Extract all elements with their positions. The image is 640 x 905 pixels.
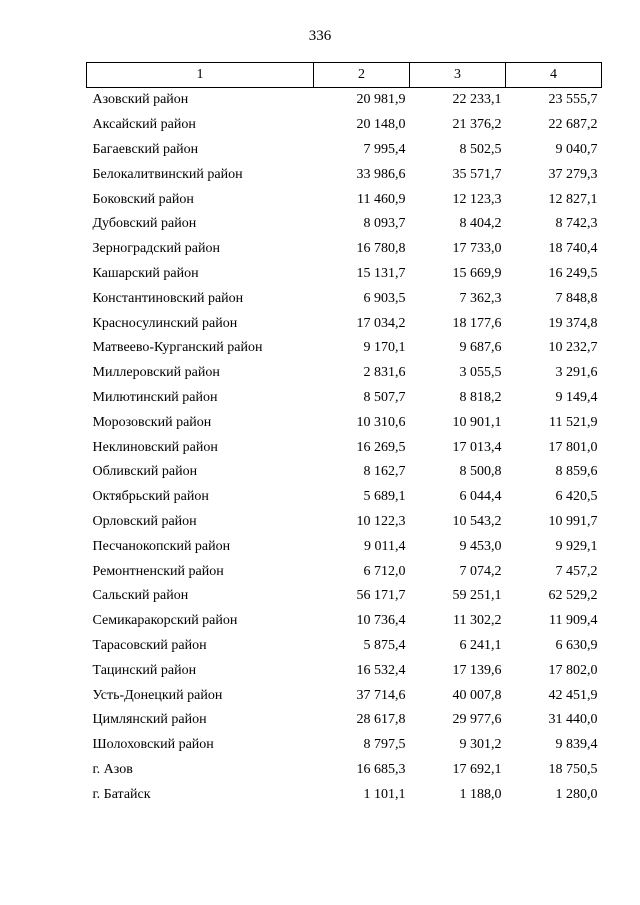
value-cell-col-3: 7 362,3: [459, 290, 502, 306]
value-cell-col-3: 8 500,8: [459, 464, 502, 480]
column-header-3: 3: [410, 63, 506, 88]
value-cell-col-3: 35 571,7: [452, 166, 502, 182]
value-cell-col-3: 10 543,2: [452, 513, 502, 529]
value-cell-col-3: 1 188,0: [459, 786, 502, 802]
value-cell-col-2: 1 101,1: [363, 786, 406, 802]
value-cell-col-2: 28 617,8: [356, 712, 406, 728]
value-cell-col-3: 9 453,0: [459, 538, 502, 554]
table-row: [87, 162, 602, 187]
value-cell-col-3: 59 251,1: [452, 588, 502, 604]
value-cell-col-4: 6 630,9: [555, 637, 598, 653]
district-name-cell: Тацинский район: [92, 662, 197, 678]
district-name-cell: Аксайский район: [92, 117, 196, 133]
value-cell-col-3: 21 376,2: [452, 117, 502, 133]
value-cell-col-2: 6 903,5: [363, 290, 406, 306]
value-cell-col-2: 9 170,1: [363, 340, 406, 356]
district-name-cell: Тарасовский район: [92, 637, 207, 653]
value-cell-col-4: 10 991,7: [548, 513, 598, 529]
value-cell-col-3: 17 139,6: [452, 662, 502, 678]
value-cell-col-3: 29 977,6: [452, 712, 502, 728]
value-cell-col-2: 16 685,3: [356, 761, 406, 777]
table-row: [87, 88, 602, 113]
table-row: [87, 683, 602, 708]
value-cell-col-4: 7 848,8: [555, 290, 598, 306]
value-cell-col-4: 18 750,5: [548, 761, 598, 777]
value-cell-col-4: 17 802,0: [548, 662, 598, 678]
value-cell-col-2: 20 981,9: [356, 92, 406, 108]
column-header-2: 2: [314, 63, 410, 88]
value-cell-col-4: 9 149,4: [555, 389, 598, 405]
district-name-cell: Белокалитвинский район: [92, 166, 243, 182]
district-name-cell: г. Батайск: [92, 786, 151, 802]
value-cell-col-4: 11 909,4: [549, 613, 598, 629]
district-name-cell: Константиновский район: [92, 290, 244, 306]
district-name-cell: Семикаракорский район: [92, 613, 238, 629]
table-row: [87, 485, 602, 510]
value-cell-col-4: 17 801,0: [548, 439, 598, 455]
table-row: [87, 534, 602, 559]
value-cell-col-4: 18 740,4: [548, 241, 598, 257]
value-cell-col-3: 8 404,2: [459, 216, 502, 232]
value-cell-col-3: 17 013,4: [452, 439, 502, 455]
value-cell-col-3: 9 687,6: [459, 340, 502, 356]
table-row: [87, 733, 602, 758]
value-cell-col-4: 31 440,0: [548, 712, 598, 728]
value-cell-col-2: 8 162,7: [363, 464, 406, 480]
table-row: [87, 262, 602, 287]
district-name-cell: Шолоховский район: [92, 737, 214, 753]
district-name-cell: г. Азов: [92, 761, 133, 777]
value-cell-col-4: 42 451,9: [548, 687, 598, 703]
value-cell-col-3: 40 007,8: [452, 687, 502, 703]
value-cell-col-3: 11 302,2: [453, 613, 502, 629]
value-cell-col-2: 16 780,8: [356, 241, 406, 257]
value-cell-col-3: 10 901,1: [452, 414, 502, 430]
value-cell-col-2: 10 310,6: [356, 414, 406, 430]
district-name-cell: Орловский район: [92, 513, 197, 529]
value-cell-col-4: 16 249,5: [548, 265, 598, 281]
value-cell-col-4: 8 859,6: [555, 464, 598, 480]
district-name-cell: Кашарский район: [92, 265, 199, 281]
table-row: [87, 311, 602, 336]
value-cell-col-4: 62 529,2: [548, 588, 598, 604]
value-cell-col-3: 22 233,1: [452, 92, 502, 108]
district-name-cell: Красносулинский район: [92, 315, 238, 331]
district-name-cell: Цимлянский район: [92, 712, 207, 728]
value-cell-col-3: 8 818,2: [459, 389, 502, 405]
table-row: [87, 410, 602, 435]
table-row: [87, 286, 602, 311]
table-row: [87, 758, 602, 783]
table-row: [87, 187, 602, 212]
table-row: [87, 386, 602, 411]
table-header: [87, 63, 602, 88]
table-row: [87, 559, 602, 584]
value-cell-col-2: 2 831,6: [363, 365, 406, 381]
district-name-cell: Усть-Донецкий район: [92, 687, 223, 703]
value-cell-col-3: 12 123,3: [452, 191, 502, 207]
value-cell-col-2: 8 093,7: [363, 216, 406, 232]
table-row: [87, 658, 602, 683]
value-cell-col-3: 17 692,1: [452, 761, 502, 777]
district-name-cell: Ремонтненский район: [92, 563, 224, 579]
district-name-cell: Миллеровский район: [92, 365, 220, 381]
value-cell-col-3: 3 055,5: [459, 365, 502, 381]
value-cell-col-2: 15 131,7: [356, 265, 406, 281]
value-cell-col-2: 8 797,5: [363, 737, 406, 753]
value-cell-col-2: 16 532,4: [356, 662, 406, 678]
table-row: [87, 584, 602, 609]
value-cell-col-4: 7 457,2: [555, 563, 598, 579]
value-cell-col-2: 37 714,6: [356, 687, 406, 703]
district-name-cell: Песчанокопский район: [92, 538, 231, 554]
value-cell-col-2: 8 507,7: [363, 389, 406, 405]
district-name-cell: Октябрьский район: [92, 489, 209, 505]
table-row: [87, 634, 602, 659]
table-row: [87, 138, 602, 163]
value-cell-col-4: 37 279,3: [548, 166, 598, 182]
value-cell-col-4: 10 232,7: [548, 340, 598, 356]
district-name-cell: Морозовский район: [92, 414, 212, 430]
value-cell-col-2: 10 122,3: [356, 513, 406, 529]
value-cell-col-2: 33 986,6: [356, 166, 406, 182]
value-cell-col-2: 20 148,0: [356, 117, 406, 133]
data-table: [86, 62, 602, 807]
value-cell-col-2: 56 171,7: [356, 588, 406, 604]
page-number: 336: [308, 28, 332, 44]
value-cell-col-4: 9 839,4: [555, 737, 598, 753]
value-cell-col-3: 8 502,5: [459, 141, 502, 157]
district-name-cell: Багаевский район: [92, 141, 199, 157]
value-cell-col-4: 23 555,7: [548, 92, 598, 108]
value-cell-col-4: 11 521,9: [549, 414, 598, 430]
district-name-cell: Сальский район: [92, 588, 189, 604]
value-cell-col-4: 3 291,6: [555, 365, 598, 381]
table-row: [87, 510, 602, 535]
value-cell-col-4: 19 374,8: [548, 315, 598, 331]
value-cell-col-4: 8 742,3: [555, 216, 598, 232]
value-cell-col-4: 1 280,0: [555, 786, 598, 802]
value-cell-col-4: 9 929,1: [555, 538, 598, 554]
value-cell-col-4: 22 687,2: [548, 117, 598, 133]
table-row: [87, 212, 602, 237]
value-cell-col-2: 5 689,1: [363, 489, 406, 505]
value-cell-col-2: 16 269,5: [356, 439, 406, 455]
table-row: [87, 237, 602, 262]
value-cell-col-4: 12 827,1: [548, 191, 598, 207]
value-cell-col-2: 17 034,2: [356, 315, 406, 331]
value-cell-col-3: 15 669,9: [452, 265, 502, 281]
value-cell-col-3: 6 044,4: [459, 489, 502, 505]
district-name-cell: Зерноградский район: [92, 241, 220, 257]
value-cell-col-2: 6 712,0: [363, 563, 406, 579]
district-name-cell: Боковский район: [92, 191, 194, 207]
header-row: [87, 63, 602, 88]
table-row: [87, 435, 602, 460]
value-cell-col-2: 5 875,4: [363, 637, 406, 653]
district-name-cell: Матвеево-Курганский район: [92, 340, 263, 356]
column-header-4: 4: [506, 63, 602, 88]
district-name-cell: Азовский район: [92, 92, 189, 108]
value-cell-col-3: 7 074,2: [459, 563, 502, 579]
value-cell-col-3: 18 177,6: [452, 315, 502, 331]
value-cell-col-3: 17 733,0: [452, 241, 502, 257]
district-name-cell: Обливский район: [92, 464, 198, 480]
district-name-cell: Неклиновский район: [92, 439, 218, 455]
table-row: [87, 336, 602, 361]
value-cell-col-2: 9 011,4: [364, 538, 406, 554]
district-name-cell: Дубовский район: [92, 216, 197, 232]
table-row: [87, 361, 602, 386]
table-row: [87, 708, 602, 733]
table-row: [87, 460, 602, 485]
value-cell-col-4: 6 420,5: [555, 489, 598, 505]
table-row: [87, 113, 602, 138]
district-name-cell: Милютинский район: [92, 389, 218, 405]
value-cell-col-4: 9 040,7: [555, 141, 598, 157]
value-cell-col-2: 10 736,4: [356, 613, 406, 629]
value-cell-col-2: 7 995,4: [363, 141, 406, 157]
table-body: [87, 88, 602, 808]
value-cell-col-2: 11 460,9: [357, 191, 406, 207]
value-cell-col-3: 6 241,1: [459, 637, 502, 653]
column-header-1: 1: [87, 63, 314, 88]
value-cell-col-3: 9 301,2: [459, 737, 502, 753]
table-row: [87, 782, 602, 807]
table-row: [87, 609, 602, 634]
